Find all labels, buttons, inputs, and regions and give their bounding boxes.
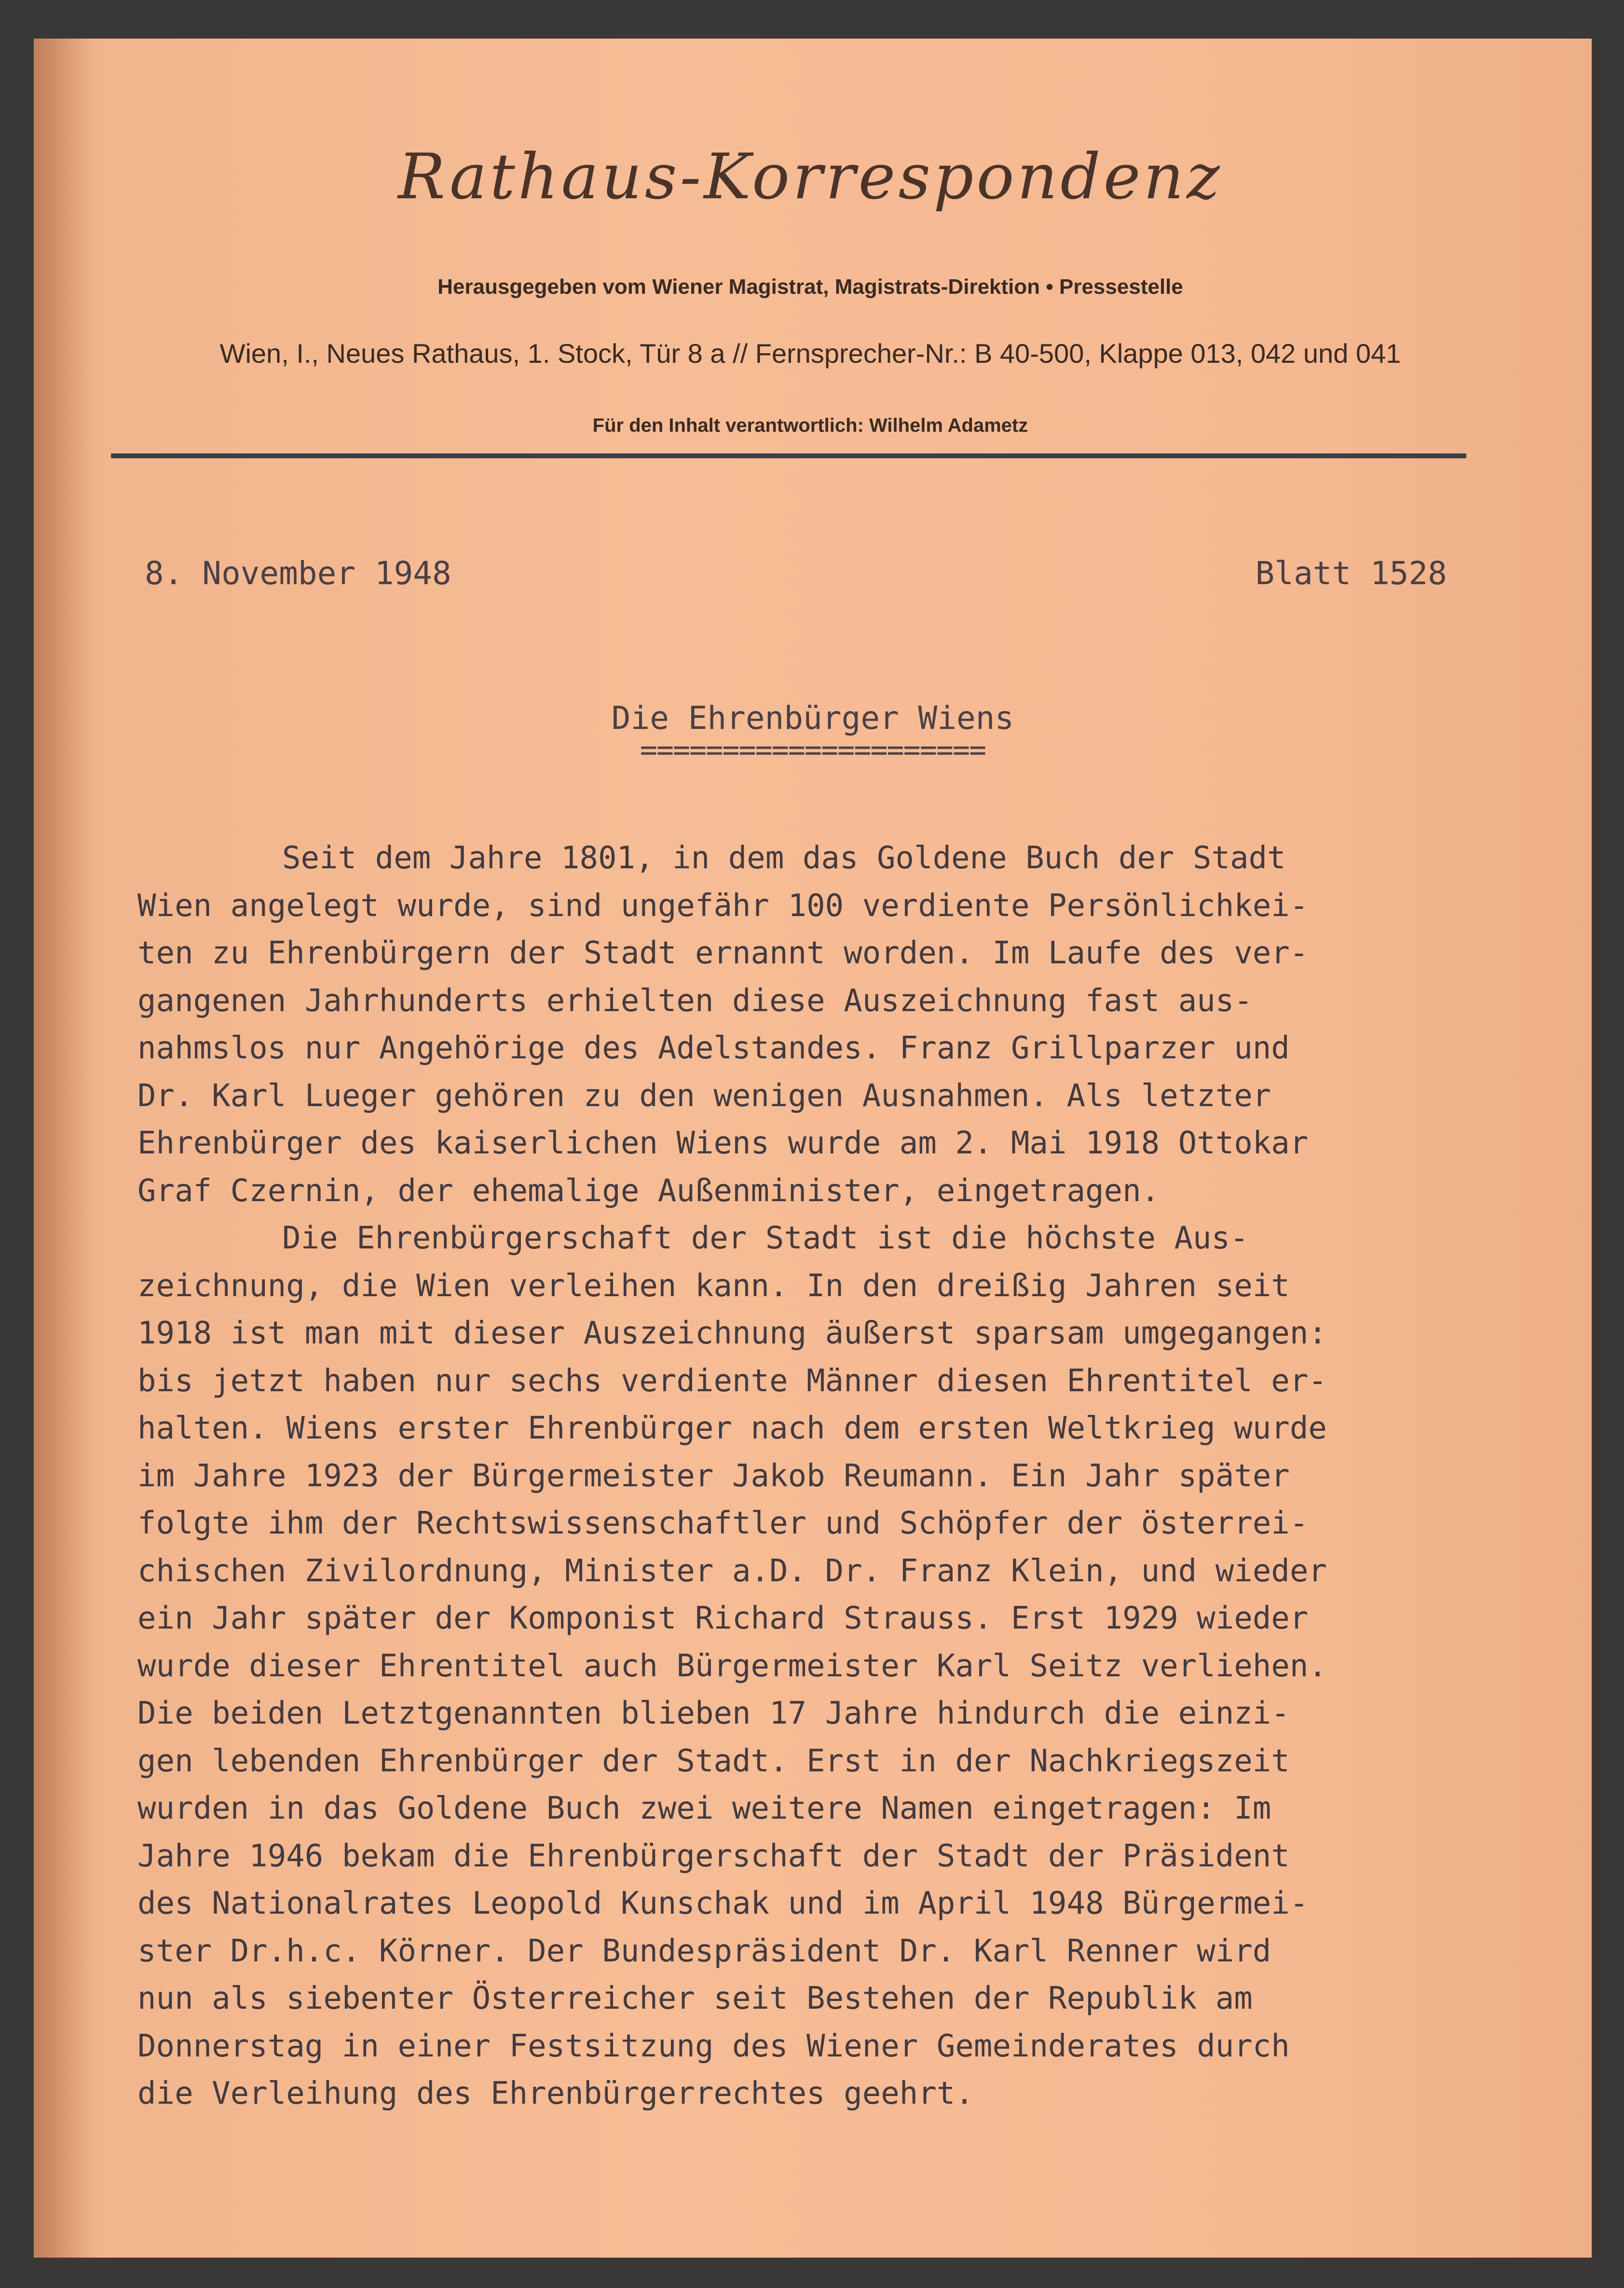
publisher-line: Herausgegeben vom Wiener Magistrat, Magistrats-Direktion • Pressestelle (437, 275, 1183, 299)
article-headline: Die Ehrenbürger Wiens (611, 699, 1014, 737)
text-line: wurde dieser Ehrentitel auch Bürgermeister Karl Seitz verliehen. (137, 1648, 1327, 1684)
text-line: Dr. Karl Lueger gehören zu den wenigen Ausnahmen. Als letzter (137, 1078, 1271, 1114)
text-line: nun als siebenter Österreicher seit Bestehen der Republik am (137, 1981, 1253, 2016)
text-line: Ehrenbürger des kaiserlichen Wiens wurde am 2. Mai 1918 Ottokar (137, 1125, 1309, 1161)
header-divider (111, 453, 1466, 458)
text-line: Die beiden Letztgenannten blieben 17 Jahre hindurch die einzi- (137, 1696, 1290, 1731)
text-line: Wien angelegt wurde, sind ungefähr 100 verdiente Persönlichkei- (137, 888, 1309, 924)
issue-date: 8. November 1948 (145, 555, 451, 592)
text-line: 1918 ist man mit dieser Auszeichnung äußerst sparsam umgegangen: (137, 1315, 1327, 1351)
text-line: ster Dr.h.c. Körner. Der Bundespräsident Dr. Karl Renner wird (137, 1933, 1271, 1969)
text-line: Graf Czernin, der ehemalige Außenminister, eingetragen. (137, 1173, 1160, 1209)
document-page (34, 39, 1592, 2258)
text-line: wurden in das Goldene Buch zwei weitere Namen eingetragen: Im (137, 1791, 1271, 1826)
text-line: zeichnung, die Wien verleihen kann. In den dreißig Jahren seit (137, 1268, 1290, 1304)
text-line: die Verleihung des Ehrenbürgerrechtes geehrt. (137, 2076, 974, 2111)
text-line: des Nationalrates Leopold Kunschak und im April 1948 Bürgermei- (137, 1886, 1309, 1921)
sheet-number: Blatt 1528 (1255, 555, 1447, 592)
text-line: ten zu Ehrenbürgern der Stadt ernannt worden. Im Laufe des ver- (137, 935, 1309, 971)
text-line: gangenen Jahrhunderts erhielten diese Auszeichnung fast aus- (137, 983, 1253, 1019)
article-body (137, 835, 1449, 2118)
text-line: nahmslos nur Angehörige des Adelstandes. Franz Grillparzer und (137, 1030, 1290, 1066)
masthead-title: Rathaus-Korrespondenz (398, 140, 1223, 213)
text-line: Die Ehrenbürgerschaft der Stadt ist die höchste Aus- (282, 1220, 1249, 1256)
text-line: chischen Zivilordnung, Minister a.D. Dr. Franz Klein, und wieder (137, 1553, 1327, 1589)
text-line: halten. Wiens erster Ehrenbürger nach dem ersten Weltkrieg wurde (137, 1411, 1327, 1446)
text-line: bis jetzt haben nur sechs verdiente Männer diesen Ehrentitel er- (137, 1363, 1327, 1399)
text-line: Jahre 1946 bekam die Ehrenbürgerschaft der Stadt der Präsident (137, 1838, 1290, 1874)
text-line: gen lebenden Ehrenbürger der Stadt. Erst in der Nachkriegszeit (137, 1743, 1290, 1779)
text-line: ein Jahr später der Komponist Richard Strauss. Erst 1929 wieder (137, 1601, 1309, 1636)
text-line: folgte ihm der Rechtswissenschaftler und Schöpfer der österrei- (137, 1506, 1309, 1541)
address-line: Wien, I., Neues Rathaus, 1. Stock, Tür 8 a // Fernsprecher-Nr.: B 40-500, Klappe 013, 042 und 041 (219, 338, 1401, 369)
text-line: Seit dem Jahre 1801, in dem das Goldene Buch der Stadt (282, 840, 1286, 876)
letterhead (34, 39, 1592, 473)
text-line: Donnerstag in einer Festsitzung des Wiener Gemeinderates durch (137, 2028, 1290, 2064)
text-line: im Jahre 1923 der Bürgermeister Jakob Reumann. Ein Jahr später (137, 1458, 1290, 1494)
responsible-editor-line: Für den Inhalt verantwortlich: Wilhelm Adametz (592, 415, 1028, 436)
headline-underline: ===================== (640, 733, 986, 767)
